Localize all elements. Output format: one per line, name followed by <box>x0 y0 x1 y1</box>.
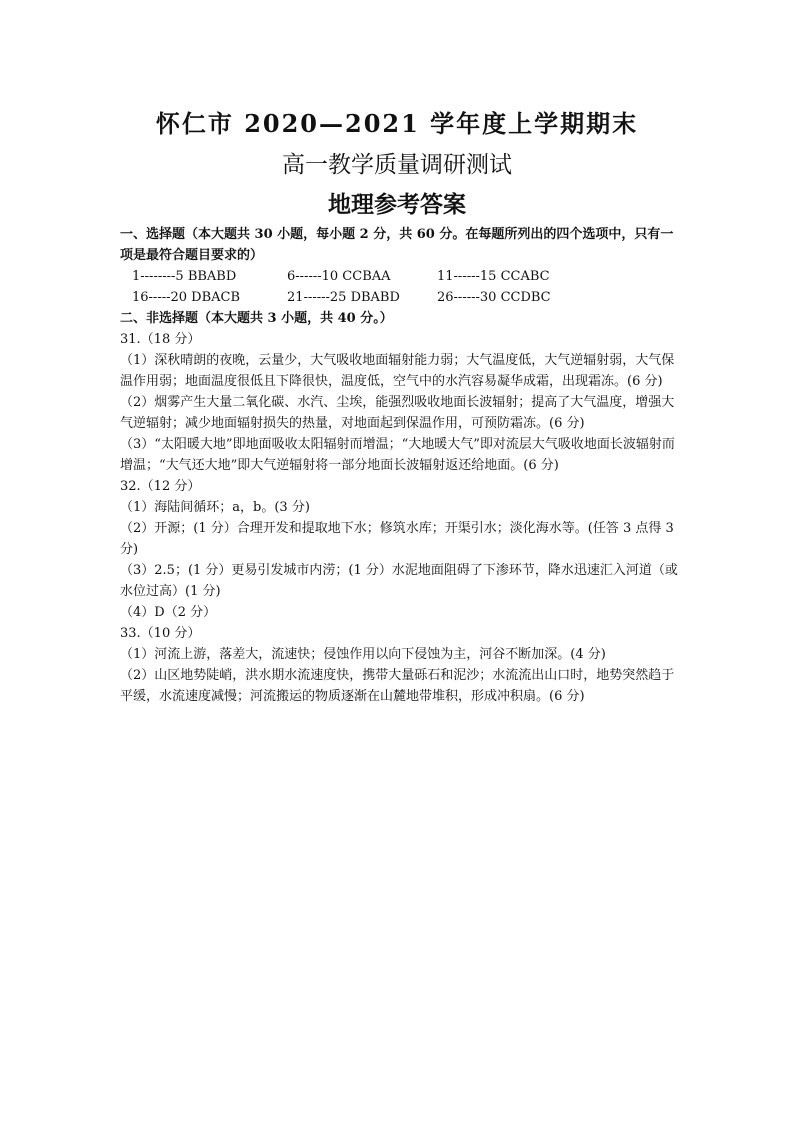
answer-key-row <box>120 266 680 287</box>
answer-key-cell: 1--------5 BBABD <box>132 269 237 284</box>
answer-content <box>120 224 680 707</box>
document-heading: 地理参考答案 <box>328 191 466 218</box>
question-32-answer-3: （3）2.5；(1 分）更易引发城市内涝；(1 分）水泥地面阻碍了下渗环节，降水迅速汇入河道（或水位过高）(1 分) <box>120 563 678 599</box>
answer-key-row <box>120 287 680 308</box>
question-33-answer-2: （2）山区地势陡峭，洪水期水流速度快，携带大量砾石和泥沙；水流流出山口时，地势突然趋于平缓，水流速度减慢；河流搬运的物质逐渐在山麓地带堆积，形成冲积扇。(6 分) <box>120 668 675 704</box>
answer-key-cell: 16-----20 DBACB <box>132 290 241 305</box>
question-32-answer-2: （2）开源；(1 分）合理开发和提取地下水；修筑水库；开渠引水；淡化海水等。(任答 3 点得 3 分) <box>120 521 674 557</box>
answer-key-cell: 6------10 CCBAA <box>287 269 391 284</box>
question-32-answer-4: （4）D（2 分） <box>120 605 217 620</box>
document-subtitle: 高一教学质量调研测试 <box>282 152 512 178</box>
question-33-answer-1: （1）河流上游，落差大，流速快；侵蚀作用以向下侵蚀为主，河谷不断加深。(4 分) <box>120 647 606 662</box>
section-title-nonchoice: 二、非选择题（本大题共 3 小题，共 40 分。） <box>120 311 393 326</box>
answer-key-cell: 21------25 DBABD <box>287 290 400 305</box>
question-31-answer-1: （1）深秋晴朗的夜晚，云量少，大气吸收地面辐射能力弱；大气温度低，大气逆辐射弱，大气保温作用弱；地面温度很低且下降很快，温度低，空气中的水汽容易凝华成霜，出现霜冻。(6 分) <box>120 353 675 389</box>
answer-key-cell: 11------15 CCABC <box>437 269 550 284</box>
section-title-choice: 一、选择题（本大题共 30 小题，每小题 2 分，共 60 分。在每题所列出的四个选项中，只有一项是最符合题目要求的） <box>120 227 674 263</box>
question-32-number: 32.（12 分） <box>120 479 201 494</box>
answer-key-cell: 26------30 CCDBC <box>437 290 551 305</box>
question-33-number: 33.（10 分） <box>120 626 201 641</box>
question-31-answer-2: （2）烟雾产生大量二氧化碳、水汽、尘埃，能强烈吸收地面长波辐射；提高了大气温度，增强大气逆辐射；减少地面辐射损失的热量，对地面起到保温作用，可预防霜冻。(6 分) <box>120 395 675 431</box>
question-32-answer-1: （1）海陆间循环；a，b。(3 分) <box>120 500 310 515</box>
question-31-answer-3: （3）“太阳暖大地”即地面吸收太阳辐射而增温；“大地暖大气”即对流层大气吸收地面长波辐射而增温；“大气还大地”即大气逆辐射将一部分地面长波辐射返还给地面。(6 分) <box>120 437 675 473</box>
document-title: 怀仁市 2020—2021 学年度上学期期末 <box>155 109 639 138</box>
question-31-number: 31.（18 分） <box>120 332 201 347</box>
